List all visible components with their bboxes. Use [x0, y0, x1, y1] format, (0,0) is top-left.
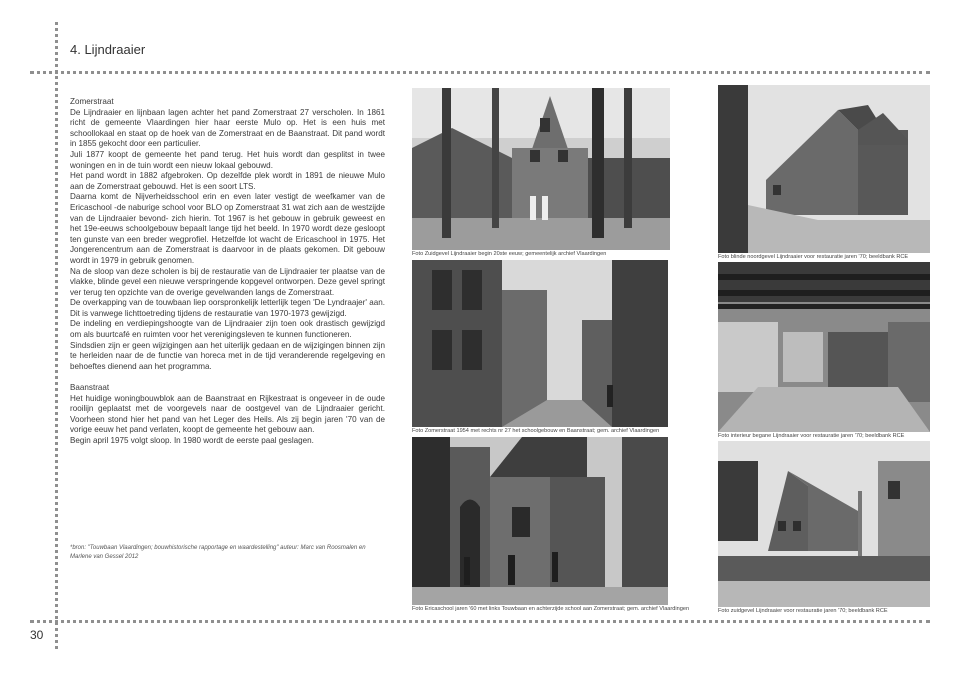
photo-caption: Foto Zomerstraat 1954 met rechts nr 27 het schoolgebouw en Baanstraat; gem. archief Vlaardingen — [412, 428, 660, 434]
paragraph: Begin april 1975 volgt sloop. In 1980 wordt de eerste paal geslagen. — [70, 436, 314, 445]
photo-ericaschool — [412, 437, 668, 605]
paragraph: Het huidige woningbouwblok aan de Baanstraat en Rijkestraat is ongeveer in de oude rooilijn geplaatst met de voorgevels naar de oostgevel van de Lijndraaier gericht. Voorheen stond hier het pand van het Leger des Heils. Als zij begin jaren '70 van de vorige eeuw het pand verlaten, koopt de gemeente het gebouw aan. — [70, 393, 385, 435]
photo-noordgevel — [718, 85, 930, 253]
photo-zuidgevel-70s — [718, 441, 930, 607]
paragraph: Juli 1877 koopt de gemeente het pand terug. Het huis wordt dan gesplitst in twee woningen en in de tuin wordt een nieuw lokaal gebouwd. — [70, 149, 385, 170]
photo-interieur — [718, 262, 930, 432]
footer-dotted-rule — [30, 620, 930, 623]
photo-zomerstraat-1954 — [412, 260, 668, 427]
paragraph: Daarna komt de Nijverheidsschool erin en even later vestigt de weefkamer van de Ericaschool -de naburige school voor BLO op Zomerstraat 31 wat zich aan de westzijde van de Lijndraaier bevond- zich hierin. Tot 1967 is het gebouw in gebruik geweest en het 19e-eeuws schoolgebouw bepaalt lange tijd het beeld. In 1970 wordt deze gesloopt ten gunste van een breder wegprofiel. Hetzelfde lot wacht de Ericaschool in 1975. Het Jongerencentrum aan de Zomerstraat is daarvoor in de plaats gekomen. Dit gebouw wordt in 1979 in gebruik genomen. — [70, 192, 385, 265]
heading-zomerstraat: Zomerstraat — [70, 97, 114, 106]
photo-caption: Foto Zuidgevel Lijndraaier begin 20ste eeuw; gemeentelijk archief Vlaardingen — [412, 251, 607, 257]
heading-baanstraat: Baanstraat — [70, 383, 110, 393]
photo-caption: Foto Ericaschool jaren '60 met links Touwbaan en achterzijde school aan Zomerstraat; gem. archief Vlaardingen — [412, 606, 690, 612]
header-dotted-rule — [30, 71, 930, 74]
paragraph: Sindsdien zijn er geen wijzigingen aan het uiterlijk gedaan en de wijzigingen binnen zijn te herleiden naar de de functie van horeca met in de tijd veranderende regelgeving en behoeftes dienend aan het programma. — [70, 340, 385, 371]
paragraph: De indeling en verdiepingshoogte van de Lijndraaier zijn toen ook drastisch gewijzigd om als buurtcafé en ruimten voor het verenigingsleven te kunnen functioneren. — [70, 319, 385, 340]
paragraph: Het pand wordt in 1882 afgebroken. Op dezelfde plek wordt in 1891 de nieuwe Mulo aan de Zomerstraat gebouwd. Het is een soort LTS. — [70, 171, 385, 191]
paragraph-gap — [70, 372, 385, 383]
paragraph: De Lijndraaier en lijnbaan lagen achter het pand Zomerstraat 27 verscholen. In 1861 richt de gemeente Vlaardingen hier haar eerste Mulo op. Het is een huis met schoollokaal en staat op de hoek van de Zomerstraat en de Baanstraat. Dit pand wordt in 1855 gekocht door een particulier. — [70, 107, 385, 149]
page-number: 30 — [30, 628, 44, 642]
vertical-dotted-rule — [55, 22, 58, 649]
source-footnote: *bron: "Touwbaan Vlaardingen; bouwhistorische rapportage en waardestelling" auteur: Marc van Roosmalen en Marlene van Gessel 2012 — [70, 545, 366, 560]
photo-caption: Foto blinde noordgevel Lijndraaier voor restauratie jaren '70; beeldbank RCE — [718, 254, 909, 260]
photo-zuidgevel-early — [412, 88, 670, 250]
section-title: 4. Lijndraaier — [70, 42, 146, 57]
photo-caption: Foto zuidgevel Lijndraaier voor restauratie jaren '70; beeldbank RCE — [718, 608, 888, 614]
photo-caption: Foto interieur begane Lijndraaier voor restauratie jaren '70; beeldbank RCE — [718, 433, 905, 439]
paragraph: Na de sloop van deze scholen is bij de restauratie van de Lijndraaier ter plaatse van de vlakke, blinde gevel een nieuwe verspringende kopgevel ontworpen. Deze gevel springt ver terug ten opzichte van de overige gevelwanden langs de Zomerstraat. — [70, 266, 385, 297]
paragraph: De overkapping van de touwbaan liep oorspronkelijk letterlijk tegen 'De Lyndraajer' aan. Dit is vanwege lichttoetreding tijdens de restauratie van 1970-1973 gewijzigd. — [70, 298, 385, 318]
body-text — [70, 97, 385, 447]
